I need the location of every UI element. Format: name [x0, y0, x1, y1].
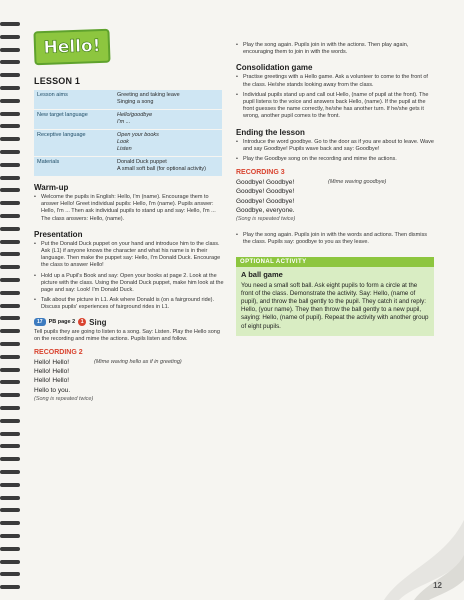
- repeat-note: (Song is repeated twice): [34, 395, 94, 402]
- spiral-ring: [0, 457, 20, 461]
- recording-2-lyrics: [34, 358, 226, 404]
- page-number: 12: [433, 581, 442, 590]
- aims-row: [34, 90, 222, 110]
- aims-value-line: Greeting and taking leave: [117, 92, 180, 98]
- aims-row: [34, 157, 222, 176]
- unit-title-badge: [33, 29, 110, 66]
- repeat-note: (Song is repeated twice): [236, 216, 296, 223]
- lyric-line: Goodbye! Goodbye!: [236, 179, 295, 187]
- spiral-ring: [0, 73, 20, 77]
- aims-value-line: Hello/goodbye: [117, 112, 153, 118]
- spiral-ring: [0, 329, 20, 333]
- spiral-ring: [0, 534, 20, 538]
- right-top-list: [236, 42, 436, 56]
- lyric-line: Goodbye! Goodbye!: [236, 197, 295, 205]
- list-item: • Introduce the word goodbye. Go to the door as if you are about to leave. Wave and say Goodbye! Pupils wave back and say: Goodbye!: [236, 139, 436, 153]
- aims-value-line: Listen: [117, 146, 132, 152]
- spiral-ring: [0, 342, 20, 346]
- spiral-ring: [0, 48, 20, 52]
- aims-value-line: Look: [117, 139, 129, 145]
- spiral-ring: [0, 496, 20, 500]
- spiral-ring: [0, 188, 20, 192]
- warmup-list: [34, 194, 226, 223]
- spiral-ring: [0, 560, 20, 564]
- spiral-ring: [0, 547, 20, 551]
- list-item: • Play the Goodbye song on the recording and mime the actions.: [236, 156, 436, 163]
- recording-3-lyrics: [236, 178, 436, 224]
- unit-title: Hello!: [43, 36, 101, 58]
- spiral-ring: [0, 227, 20, 231]
- aims-key: Materials: [37, 159, 60, 165]
- list-item: • Individual pupils stand up and call out Hello, (name of pupil at the front). The pupil listens to the voice and answers back Hello, (name). If the pupil at the front guesses the name correctly, he/she has another turn. If he/she gets it wrong, another pupil comes to the front.: [236, 92, 436, 121]
- spiral-ring: [0, 86, 20, 90]
- spiral-ring: [0, 406, 20, 410]
- recording-2-label: RECORDING 2: [34, 349, 83, 357]
- aims-row: [34, 130, 222, 157]
- list-item: • Put the Donald Duck puppet on your hand and introduce him to the class. Ask (L1) if anyone knows the character and what his name is in their language. Then make the puppet say: Hello, I'm Donald Duck. Encourage the class to answer Hello!: [34, 241, 226, 270]
- list-item: • Hold up a Pupil's Book and say: Open your books at page 2. Look at the picture with the class. Using the Donald Duck puppet, make him look at the page and say: Look! I'm Donald Duck.: [34, 273, 226, 295]
- aims-table: [34, 90, 222, 176]
- lesson-heading: LESSON 1: [34, 76, 81, 86]
- presentation-list: [34, 241, 226, 312]
- spiral-ring: [0, 470, 20, 474]
- aims-key: Receptive language: [37, 132, 86, 138]
- sing-title: Sing: [89, 317, 107, 327]
- pupil-book-page: PB page 2: [48, 319, 76, 326]
- decorative-swirl: [374, 500, 464, 600]
- spiral-ring: [0, 585, 20, 589]
- spiral-ring: [0, 316, 20, 320]
- activity-number-icon: 1: [78, 318, 86, 326]
- spiral-ring: [0, 355, 20, 359]
- list-item: • Welcome the pupils in English: Hello, I'm (name). Encourage them to answer Hello! Greet individual pupils: Hello, I'm (name). Pupils answer: Hello, I'm ... Then ask individual pupils to stand up and say: Hello, I'm ... The class answers: Hello, (name).: [34, 194, 226, 223]
- spiral-ring: [0, 240, 20, 244]
- lyric-line: Hello to you.: [34, 386, 71, 394]
- list-item: • Talk about the picture in L1. Ask where Donald is (on a fairground ride). Discuss pupils' experiences of fairground rides in L1.: [34, 297, 226, 311]
- consolidation-heading: Consolidation game: [236, 63, 313, 73]
- spiral-ring: [0, 419, 20, 423]
- list-item: • Practise greetings with a Hello game. Ask a volunteer to come to the front of the class. He/she stands looking away from the class.: [236, 74, 436, 88]
- spiral-ring: [0, 201, 20, 205]
- spiral-ring: [0, 112, 20, 116]
- ending-heading: Ending the lesson: [236, 127, 305, 137]
- aims-value-line: A small soft ball (for optional activity): [117, 166, 206, 172]
- aims-row: [34, 110, 222, 130]
- spiral-ring: [0, 521, 20, 525]
- aims-key: New target language: [37, 112, 88, 118]
- audio-track-icon: 17: [34, 318, 46, 326]
- spiral-ring: [0, 163, 20, 167]
- lyric-line: Hello! Hello!: [34, 377, 70, 385]
- spiral-ring: [0, 176, 20, 180]
- spiral-ring: [0, 124, 20, 128]
- aims-key: Lesson aims: [37, 92, 68, 98]
- spiral-ring: [0, 304, 20, 308]
- sing-instructions: Tell pupils they are going to listen to a song. Say: Listen. Play the Hello song on the recording and mime the actions. Pupils listen and follow.: [34, 328, 220, 342]
- spiral-ring: [0, 252, 20, 256]
- after-recording-list: [236, 232, 436, 246]
- ending-list: [236, 139, 436, 164]
- spiral-ring: [0, 22, 20, 26]
- spiral-ring: [0, 35, 20, 39]
- ball-game-title: A ball game: [241, 269, 283, 279]
- spiral-ring: [0, 508, 20, 512]
- spiral-ring: [0, 483, 20, 487]
- sing-heading: [34, 318, 226, 327]
- spiral-ring: [0, 99, 20, 103]
- right-column: [236, 42, 436, 336]
- spiral-ring: [0, 291, 20, 295]
- spiral-ring: [0, 444, 20, 448]
- spiral-ring: [0, 150, 20, 154]
- presentation-heading: Presentation: [34, 229, 83, 239]
- lyric-line: Hello! Hello!: [34, 359, 70, 367]
- spiral-ring: [0, 368, 20, 372]
- ball-game-text: You need a small soft ball. Ask eight pupils to form a circle at the front of the class. Demonstrate the activity. Say: Hello, (name of pupil), and throw the ball gently to the pupil. They catch it and reply: Hello, (your name). They then throw the ball gently to a new pupil, saying: Hello, (name of pupil). Repeat the activity with another group of eight pupils.: [241, 281, 429, 330]
- mime-note: (Mime waving goodbye): [328, 179, 387, 186]
- spiral-ring: [0, 278, 20, 282]
- aims-value: [117, 112, 219, 126]
- spiral-ring: [0, 137, 20, 141]
- aims-value: [117, 92, 219, 106]
- recording-3-label: RECORDING 3: [236, 169, 285, 177]
- spiral-ring: [0, 265, 20, 269]
- optional-activity-box: [236, 257, 434, 336]
- list-item: • Play the song again. Pupils join in with the actions. Then play again, encouraging them to join in with the words.: [236, 42, 436, 56]
- spiral-ring: [0, 393, 20, 397]
- spiral-binding: [0, 0, 22, 600]
- aims-value-line: Singing a song: [117, 99, 154, 105]
- left-column: [34, 30, 226, 404]
- aims-value-line: Donald Duck puppet: [117, 159, 167, 165]
- aims-value: [117, 159, 219, 173]
- list-item: • Play the song again. Pupils join in with the words and actions. Then dismiss the class. Pupils say: goodbye to you as they leave.: [236, 232, 436, 246]
- spiral-ring: [0, 60, 20, 64]
- aims-value-line: I'm ...: [117, 119, 131, 125]
- aims-value: [117, 132, 219, 153]
- consolidation-list: [236, 74, 436, 120]
- spiral-ring: [0, 214, 20, 218]
- spiral-ring: [0, 432, 20, 436]
- spiral-ring: [0, 380, 20, 384]
- warmup-heading: Warm-up: [34, 183, 69, 192]
- lyric-line: Hello! Hello!: [34, 368, 70, 376]
- lyric-line: Goodbye! Goodbye!: [236, 188, 295, 196]
- spiral-ring: [0, 572, 20, 576]
- optional-activity-label: OPTIONAL ACTIVITY: [236, 257, 434, 267]
- mime-note: (Mime waving hello as if in greeting): [94, 359, 182, 366]
- aims-value-line: Open your books: [117, 132, 159, 138]
- lyric-line: Goodbye, everyone.: [236, 206, 295, 214]
